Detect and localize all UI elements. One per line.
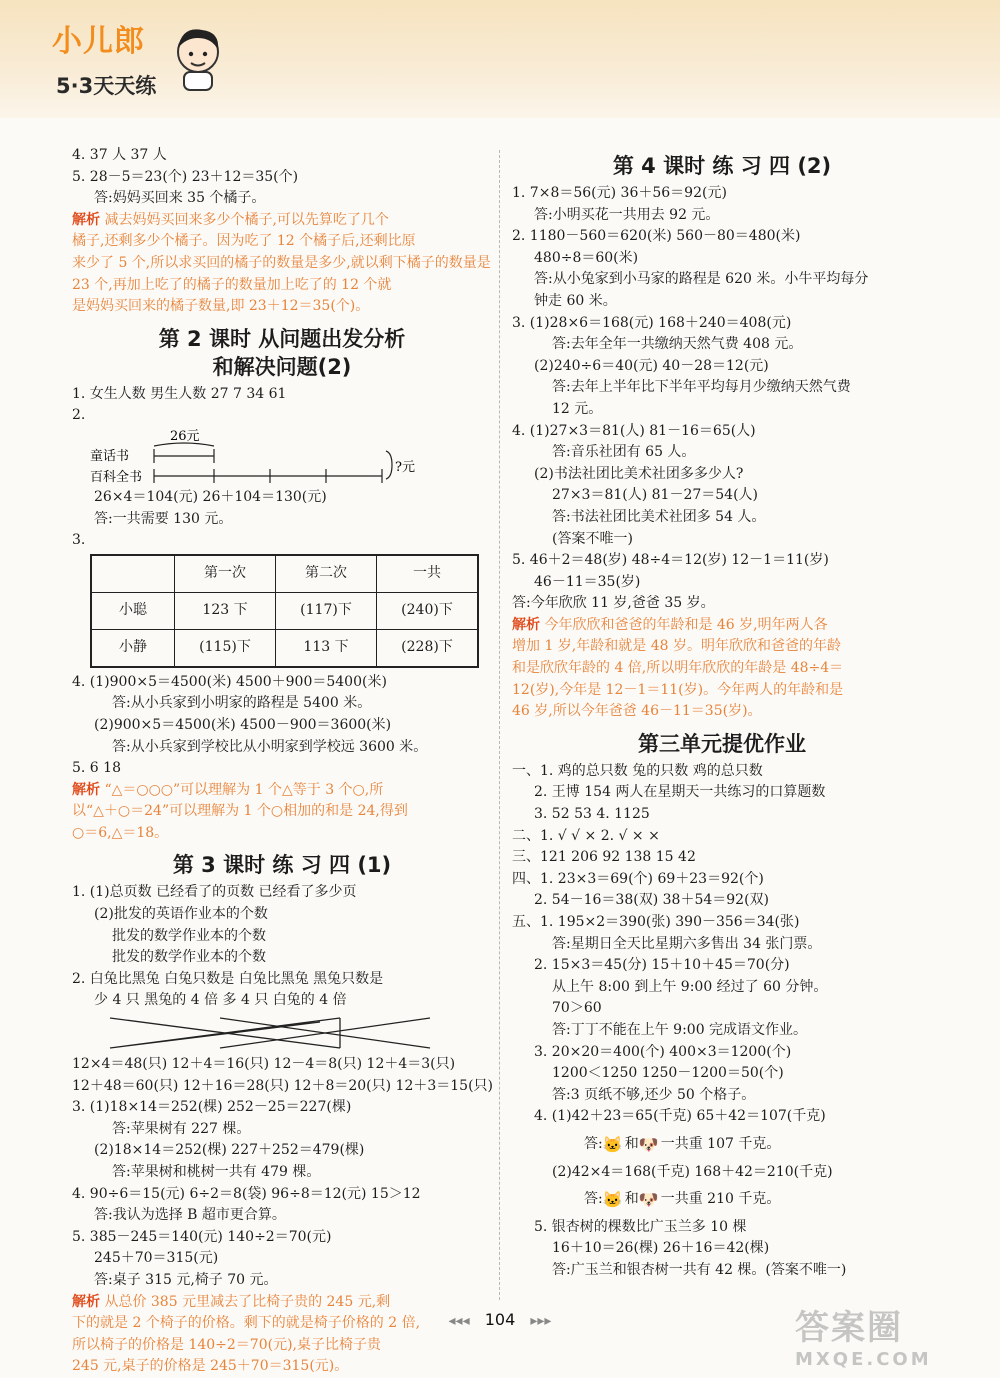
analysis-label: 解析 [72, 781, 100, 798]
table-cell: (228)下 [377, 629, 479, 667]
answer-line: 答:一共需要 130 元。 [94, 510, 233, 527]
diagram-label: 百科全书 [90, 469, 143, 485]
answer-line: 答:妈妈买回来 35 个橘子。 [94, 190, 266, 207]
answer-line: 二、1. √ √ × 2. √ × × [512, 827, 660, 844]
answer-line: 5. 银杏树的棵数比广玉兰多 10 棵 [534, 1218, 747, 1235]
table-cell: 小静 [91, 629, 175, 667]
diagram-line [154, 469, 382, 483]
watermark-logo: 答案圈 [795, 1308, 903, 1348]
next-arrows-icon: ▸▸▸ [530, 1313, 552, 1329]
section-heading: 第三单元提优作业 [638, 731, 806, 756]
analysis-text: 来少了 5 个,所以求买回的橘子的数量是多少,就以剩下橘子的数量是 [72, 254, 491, 271]
answer-line: 46－11＝35(岁) [534, 573, 641, 590]
mascot-icon [168, 22, 228, 92]
answer-line: 4. (1)27×3＝81(人) 81－16＝65(人) [512, 422, 756, 439]
answer-line: 答:从小兵家到学校比从小明家到学校远 3600 米。 [112, 738, 428, 755]
answer-line: 27×3＝81(人) 81－27＝54(人) [552, 487, 759, 504]
analysis-line [72, 296, 492, 318]
brand-subtitle: 5·3天天练 [56, 74, 157, 98]
table-row [91, 629, 478, 667]
answer-line: 5. 28－5＝23(个) 23＋12＝35(个) [72, 168, 299, 185]
right-column [512, 145, 932, 1282]
answer-line: (2)240÷6＝40(元) 40－28＝12(元) [534, 357, 769, 374]
table-row [91, 592, 478, 629]
watermark [795, 1300, 985, 1368]
analysis-label: 解析 [72, 211, 100, 228]
answer-line: 答:书法社团比美术社团多 54 人。 [552, 508, 766, 525]
table-cell: 小聪 [91, 592, 175, 629]
answer-table [90, 554, 479, 668]
animal-cat-icon: 🐱 [602, 1134, 623, 1154]
answer-line: 5. 385－245＝140(元) 140÷2＝70(元) [72, 1228, 332, 1245]
table-cell: 113 下 [276, 629, 377, 667]
analysis-text: 橘子,还剩多少个橘子。因为吃了 12 个橘子后,还剩比原 [72, 233, 416, 250]
answer-line: 答:去年上半年比下半年平均每月少缴纳天然气费 [552, 379, 851, 396]
answer-line: (2)42×4＝168(千克) 168＋42＝210(千克) [552, 1163, 833, 1180]
line-segment-diagram [90, 429, 450, 487]
answer-line: 5. 46＋2＝48(岁) 48÷4＝12(岁) 12－1＝11(岁) [512, 552, 829, 569]
analysis-text: 以“△＋○＝24”可以理解为 1 个○相加的和是 24,得到 [72, 803, 408, 820]
analysis-text: 减去妈妈买回来多少个橘子,可以先算吃了几个 [100, 211, 389, 228]
answer-line: 答:苹果树和桃树一共有 479 棵。 [112, 1164, 321, 1180]
answer-line: (2)批发的英语作业本的个数 [94, 906, 268, 923]
analysis-line [512, 658, 932, 680]
analysis-line [72, 231, 492, 253]
answer-line: 答:去年全年一共缴纳天然气费 408 元。 [552, 336, 803, 353]
diagram-line [386, 451, 392, 479]
answer-line: 答:广玉兰和银杏树一共有 42 棵。(答案不唯一) [552, 1261, 847, 1278]
answer-line: 1200＜1250 1250－1200＝50(个) [552, 1065, 784, 1082]
analysis-text: 今年欣欣和爸爸的年龄和是 46 岁,明年两人各 [540, 616, 828, 633]
answer-text: 一共重 210 千克。 [660, 1191, 781, 1208]
table-cell: (115)下 [175, 629, 276, 667]
analysis-label: 解析 [72, 1293, 100, 1310]
answer-line: 答:音乐社团有 65 人。 [552, 444, 696, 461]
analysis-line [512, 701, 932, 723]
answer-line: 答:从小兵家到小明家的路程是 5400 米。 [112, 695, 372, 712]
section-heading: 第 2 课时 从问题出发分析 [158, 326, 406, 351]
analysis-text: “△＝○○○”可以理解为 1 个△等于 3 个○,所 [100, 781, 384, 798]
analysis-text: 所以椅子的价格是 140÷2＝70(元),桌子比椅子贵 [72, 1336, 381, 1353]
page-header [0, 0, 1000, 118]
analysis-line [72, 275, 492, 297]
answer-line: 钟走 60 米。 [534, 292, 617, 309]
answer-line: 3. 52 53 4. 1125 [534, 806, 650, 823]
answer-line: 4. 37 人 37 人 [72, 147, 167, 163]
animal-cat-icon: 🐱 [602, 1190, 623, 1210]
answer-line: 2. 15×3＝45(分) 15＋10＋45＝70(分) [534, 957, 790, 974]
diagram-line [154, 443, 214, 463]
matching-lines [110, 1018, 430, 1048]
answer-line: 4. (1)900×5＝4500(米) 4500＋900＝5400(米) [72, 673, 387, 690]
answer-line: 答:今年欣欣 11 岁,爸爸 35 岁。 [512, 595, 715, 612]
answer-line: 12＋48＝60(只) 12＋16＝28(只) 12＋8＝20(只) 12＋3＝15(只) [72, 1077, 494, 1094]
answer-line: 答:小明买花一共用去 92 元。 [534, 206, 720, 223]
analysis-text: 下的就是 2 个椅子的价格。剩下的就是椅子价格的 2 倍, [72, 1315, 421, 1332]
answer-line: (2)18×14＝252(棵) 227＋252＝479(棵) [94, 1142, 365, 1159]
analysis-text: 245 元,桌子的价格是 245＋70＝315(元)。 [72, 1358, 349, 1375]
page-number: 104 [484, 1310, 516, 1329]
analysis-text: 从总价 385 元里减去了比椅子贵的 245 元,剩 [100, 1293, 391, 1310]
answer-line: 批发的数学作业本的个数 [112, 949, 266, 966]
answer-line: 1. (1)总页数 已经看了的页数 已经看了多少页 [72, 884, 357, 901]
answer-line: 3. (1)18×14＝252(棵) 252－25＝227(棵) [72, 1099, 352, 1116]
answer-line: 批发的数学作业本的个数 [112, 927, 266, 944]
answer-text: 一共重 107 千克。 [660, 1135, 781, 1152]
answer-prefix: 答: [584, 1191, 603, 1208]
answer-line: (答案不唯一) [552, 530, 633, 547]
answer-line: 答:桌子 315 元,椅子 70 元。 [94, 1271, 278, 1288]
analysis-line [512, 615, 932, 637]
answer-line: 3. [72, 532, 86, 549]
answer-line: 245＋70＝315(元) [94, 1250, 219, 1267]
analysis-text: ○＝6,△＝18。 [72, 824, 169, 841]
answer-line: 26×4＝104(元) 26＋104＝130(元) [94, 488, 327, 505]
table-header-cell: 第二次 [276, 555, 377, 593]
answer-join: 和 [624, 1135, 639, 1152]
answer-line: 70＞60 [552, 1000, 602, 1017]
answer-line: 1. 女生人数 男生人数 27 7 34 61 [72, 385, 287, 402]
answer-prefix: 答: [584, 1135, 603, 1152]
answer-line: 答:苹果树有 227 棵。 [112, 1120, 251, 1137]
answer-line: 答:星期日全天比星期六多售出 34 张门票。 [552, 935, 822, 952]
analysis-line [72, 253, 492, 275]
answer-line: 12×4＝48(只) 12＋4＝16(只) 12－4＝8(只) 12＋4＝3(只) [72, 1056, 456, 1073]
table-header-cell: 第一次 [175, 555, 276, 593]
answer-line: (2)书法社团比美术社团多多少人? [534, 465, 744, 482]
table-cell: 123 下 [175, 592, 276, 629]
table-cell: (117)下 [276, 592, 377, 629]
answer-line: 2. 54－16＝38(双) 38＋54＝92(双) [534, 892, 769, 909]
diagram-label: ?元 [395, 459, 415, 475]
answer-line: 少 4 只 黑兔的 4 倍 多 4 只 白兔的 4 倍 [94, 992, 347, 1009]
table-header-cell: 一共 [377, 555, 479, 593]
answer-join: 和 [624, 1191, 639, 1208]
analysis-text: 46 岁,所以今年爸爸 46－11＝35(岁)。 [512, 703, 762, 720]
prev-arrows-icon: ◂◂◂ [448, 1313, 470, 1329]
section-heading: 和解决问题(2) [212, 354, 352, 379]
watermark-url: MXQE.COM [795, 1349, 932, 1370]
analysis-text: 是妈妈买回来的橘子数量,即 23＋12＝35(个)。 [72, 298, 370, 315]
analysis-text: 和是欣欣年龄的 4 倍,所以明年欣欣的年龄是 48÷4＝ [512, 660, 844, 677]
answer-line [512, 1183, 932, 1217]
answer-line: 答:我认为选择 B 超市更合算。 [94, 1207, 286, 1224]
analysis-line [512, 636, 932, 658]
answer-line: 答:从小兔家到小马家的路程是 620 米。小牛平均每分 [534, 271, 869, 288]
analysis-line [72, 801, 492, 823]
analysis-text: 增加 1 岁,年龄和就是 48 岁。明年欣欣和爸爸的年龄 [512, 638, 841, 655]
diagram-label: 童话书 [90, 448, 130, 464]
section-heading: 第 4 课时 练 习 四 (2) [612, 154, 832, 178]
answer-line: 2. 王博 154 两人在星期天一共练习的口算题数 [534, 784, 826, 801]
analysis-line [72, 780, 492, 802]
answer-line: 4. (1)42＋23＝65(千克) 65＋42＝107(千克) [534, 1108, 826, 1125]
answer-line [512, 1128, 932, 1162]
answer-line: 答:3 页纸不够,还少 50 个格子。 [552, 1086, 756, 1103]
answer-line: 1. 7×8＝56(元) 36＋56＝92(元) [512, 185, 727, 201]
analysis-line [72, 823, 492, 845]
answer-line: 一、1. 鸡的总只数 兔的只数 鸡的总只数 [512, 762, 763, 779]
analysis-text: 23 个,再加上吃了的橘子的数量加上吃了的 12 个就 [72, 276, 392, 293]
answer-line: 三、121 206 92 138 15 42 [512, 849, 696, 866]
section-heading: 第 3 课时 练 习 四 (1) [172, 853, 392, 878]
answer-line: 3. 20×20＝400(个) 400×3＝1200(个) [534, 1043, 792, 1060]
answer-line: 从上午 8:00 到上午 9:00 经过了 60 分钟。 [552, 978, 828, 995]
analysis-line [72, 210, 492, 232]
analysis-text: 12(岁),今年是 12－1＝11(岁)。今年两人的年龄和是 [512, 681, 844, 698]
analysis-label: 解析 [512, 616, 540, 633]
matching-lines-diagram [90, 1014, 470, 1054]
answer-line: 4. 90÷6＝15(元) 6÷2＝8(袋) 96÷8＝12(元) 15＞12 [72, 1185, 421, 1202]
brand-logo: 小儿郎 [52, 24, 145, 59]
answer-line: 3. (1)28×6＝168(元) 168＋240＝408(元) [512, 314, 792, 331]
table-header-cell [91, 555, 175, 593]
answer-line: 480÷8＝60(米) [534, 249, 639, 266]
animal-dog-icon: 🐶 [638, 1134, 659, 1154]
diagram-label: 26元 [170, 428, 200, 444]
answer-line: 2. [72, 407, 86, 424]
animal-dog-icon: 🐶 [638, 1190, 659, 1210]
answer-line: 四、1. 23×3＝69(个) 69＋23＝92(个) [512, 870, 764, 887]
answer-line: (2)900×5＝4500(米) 4500－900＝3600(米) [94, 716, 392, 733]
answer-line: 2. 1180－560＝620(米) 560－80＝480(米) [512, 228, 801, 245]
column-divider [499, 150, 500, 1300]
answer-line: 5. 6 18 [72, 760, 121, 777]
table-cell: (240)下 [377, 592, 479, 629]
analysis-line [72, 1335, 492, 1357]
analysis-line [512, 680, 932, 702]
answer-line: 16＋10＝26(棵) 26＋16＝42(棵) [552, 1240, 770, 1257]
left-column [72, 145, 492, 1378]
answer-line: 答:丁丁不能在上午 9:00 完成语文作业。 [552, 1021, 808, 1038]
answer-line: 五、1. 195×2＝390(张) 390－356＝34(张) [512, 914, 800, 930]
answer-line: 2. 白兔比黑兔 白兔只数是 白兔比黑兔 黑兔只数是 [72, 970, 384, 987]
answer-line: 12 元。 [552, 400, 603, 417]
